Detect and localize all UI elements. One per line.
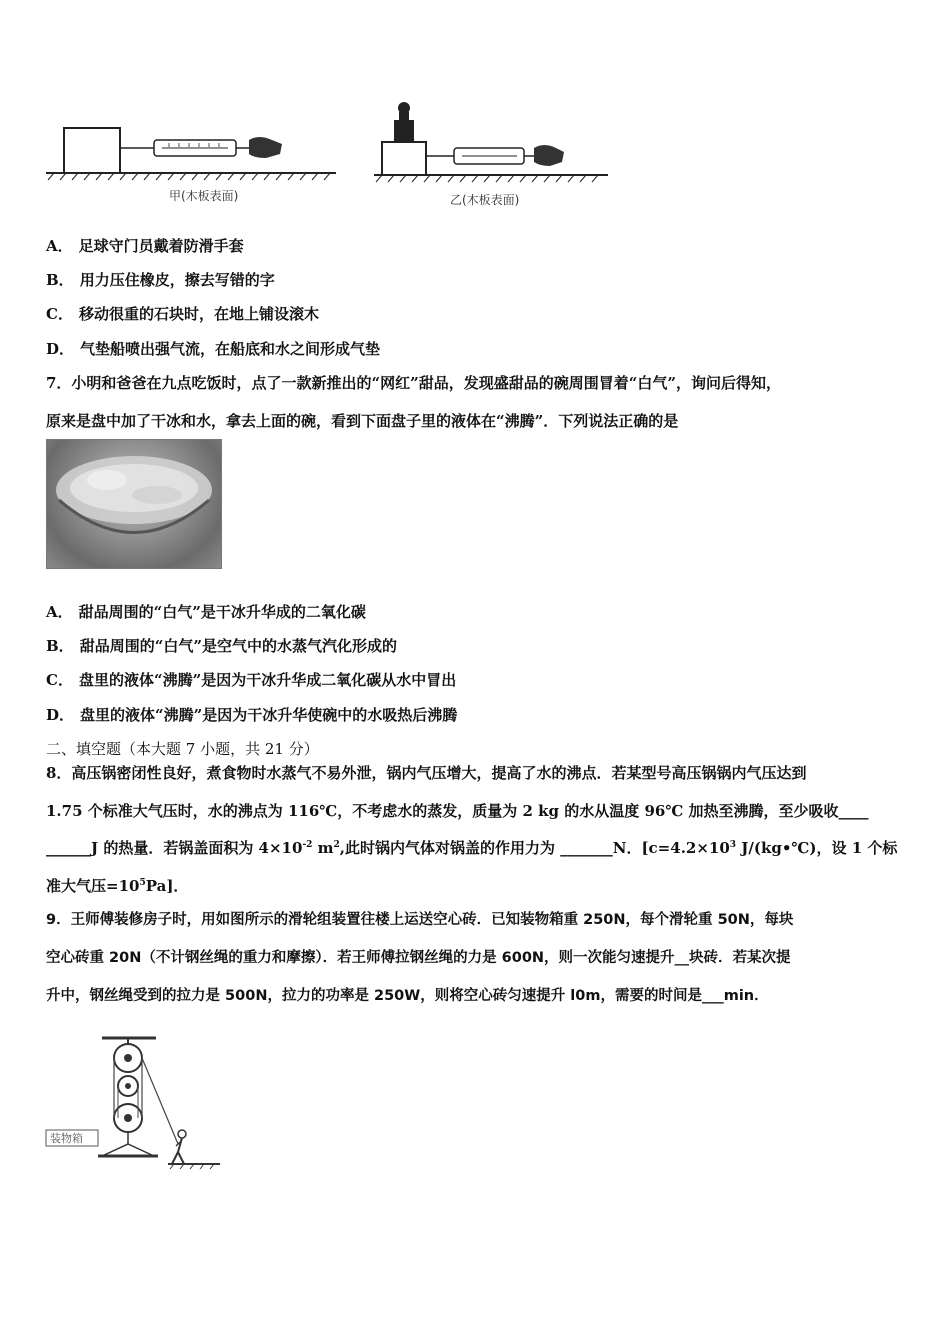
q8-line3: ______J 的热量．若锅盖面积为 $4\times 10^{-2}$ $m^2$,此时锅内气体对锅盖的作用力为 _______N．[$c=4.2\times 10^3$ J/(kg•℃)，设 1 个标 bbox=[46, 839, 898, 857]
q7-option-c: C． 盘里的液体“沸腾”是因为干冰升华成二氧化碳从水中冒出 bbox=[46, 671, 457, 689]
q8-line4: 准大气压$=10^5Pa$]． bbox=[46, 877, 189, 895]
pulley-box-label: 装物箱 bbox=[50, 1132, 83, 1145]
q8-line2: 1.75 个标准大气压时，水的沸点为 116℃，不考虑水的蒸发，质量为 2 kg 的水从温度 96℃ 加热至沸腾，至少吸收____ bbox=[46, 802, 869, 820]
figure-jia-friction-setup bbox=[44, 118, 344, 213]
pulley-system-figure bbox=[44, 1034, 224, 1170]
q8-line1: 8．高压锅密闭性良好，煮食物时水蒸气不易外泄，锅内气压增大，提高了水的沸点．若某型号高压锅锅内气压达到 bbox=[46, 764, 807, 782]
figure-yi-friction-setup bbox=[372, 100, 612, 212]
figure-yi-caption: 乙(木板表面) bbox=[450, 193, 520, 207]
q6-option-c: C． 移动很重的石块时，在地上铺设滚木 bbox=[46, 305, 319, 323]
q9-line3: 升中，钢丝绳受到的拉力是 500N，拉力的功率是 250W，则将空心砖匀速提升 l0m，需要的时间是___min． bbox=[46, 988, 769, 1004]
q9-line1: 9．王师傅装修房子时，用如图所示的滑轮组装置往楼上运送空心砖．已知装物箱重 250N，每个滑轮重 50N，每块 bbox=[46, 912, 794, 928]
q7-option-b: B． 甜品周围的“白气”是空气中的水蒸气汽化形成的 bbox=[46, 637, 397, 655]
q7-option-a: A． 甜品周围的“白气”是干冰升华成的二氧化碳 bbox=[46, 603, 366, 621]
figure-jia-caption: 甲(木板表面) bbox=[169, 189, 239, 203]
q7-stem-line2: 原来是盘中加了干冰和水，拿去上面的碗，看到下面盘子里的液体在“沸腾”．下列说法正确的是 bbox=[46, 412, 679, 430]
dessert-bowl-photo bbox=[46, 439, 222, 569]
q7-option-d: D． 盘里的液体“沸腾”是因为干冰升华使碗中的水吸热后沸腾 bbox=[46, 706, 458, 724]
q7-stem-line1: 7．小明和爸爸在九点吃饭时，点了一款新推出的“网红”甜品，发现盛甜品的碗周围冒着“白气”，询问后得知， bbox=[46, 374, 781, 392]
q9-line2: 空心砖重 20N（不计钢丝绳的重力和摩擦）．若王师傅拉钢丝绳的力是 600N，则一次能匀速提升__块砖．若某次提 bbox=[46, 950, 791, 966]
section-heading-fill-in: 二、填空题（本大题 7 小题，共 21 分） bbox=[46, 740, 319, 758]
q6-option-d: D． 气垫船喷出强气流，在船底和水之间形成气垫 bbox=[46, 340, 381, 358]
q6-option-a: A． 足球守门员戴着防滑手套 bbox=[46, 237, 244, 255]
q6-option-b: B． 用力压住橡皮，擦去写错的字 bbox=[46, 271, 275, 289]
